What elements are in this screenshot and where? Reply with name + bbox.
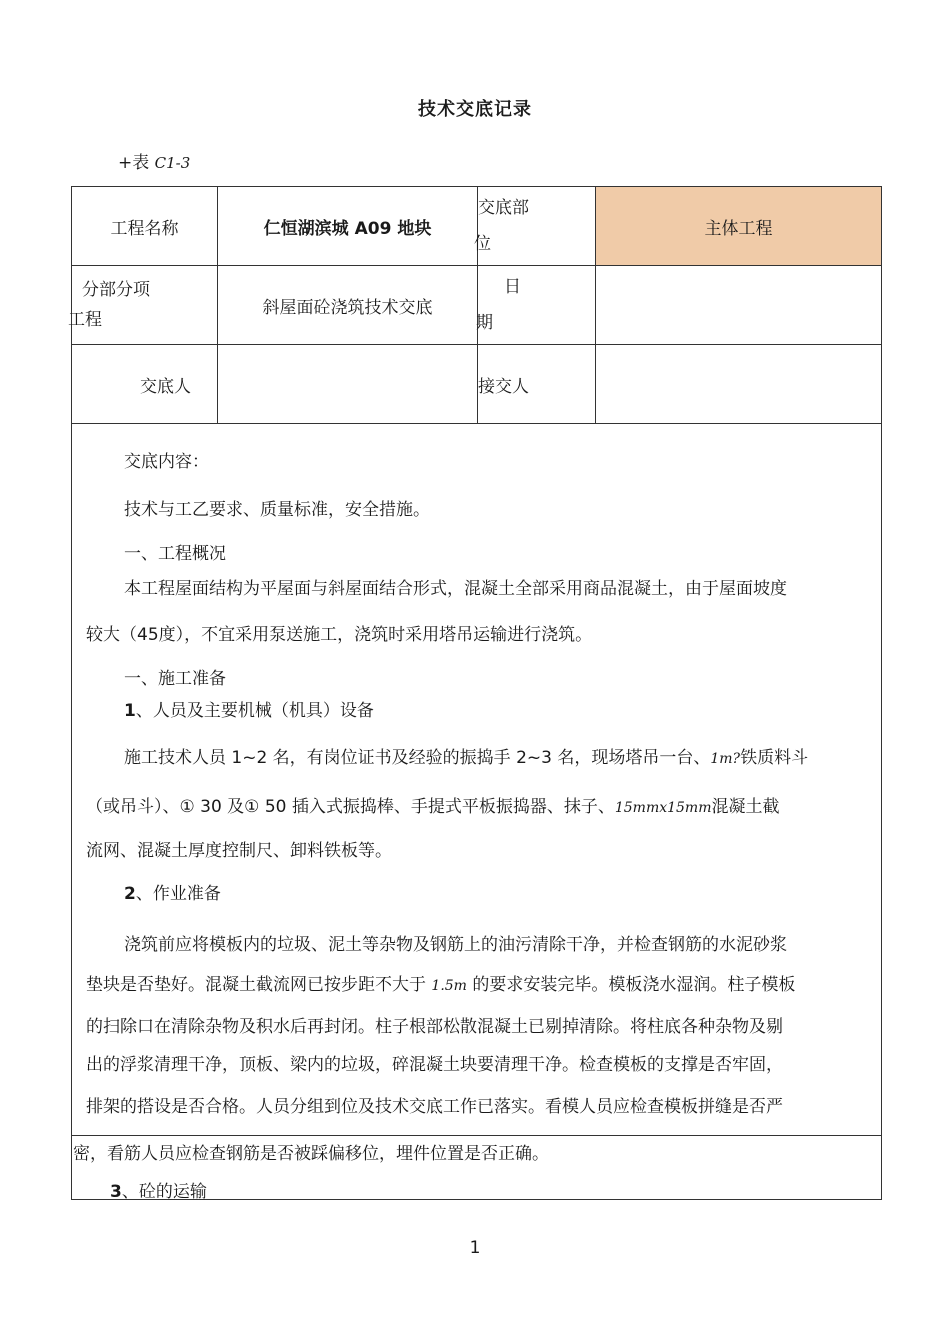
item2-number: 2	[124, 884, 136, 904]
item2-line3: 的扫除口在清除杂物及积水后再封闭。柱子根部松散混凝土已剔掉清除。将柱底各种杂物及剔	[86, 1017, 783, 1037]
form-code-number: C1-3	[154, 154, 191, 172]
item1-number: 1	[124, 701, 136, 721]
item2-line6: 密，看筋人员应检查钢筋是否被踩偏移位，埋件位置是否正确。	[73, 1144, 549, 1164]
item3-heading	[110, 1177, 207, 1202]
receiver-label: 接交人	[478, 345, 596, 424]
header-row-sub	[72, 266, 882, 345]
section1-para-line2: 较大（45度），不宜采用泵送施工，浇筑时采用塔吊运输进行浇筑。	[86, 625, 593, 645]
item1-line1-b: 铁质料斗	[740, 748, 809, 768]
item2-line2-a: 垫块是否垫好。混凝土截流网已按步距不大于	[86, 975, 432, 995]
item1-line2	[86, 792, 780, 817]
part-label-line1: 交底部	[478, 198, 529, 218]
date-label	[478, 266, 596, 345]
content-intro: 交底内容：	[124, 452, 209, 472]
sub-label-line2: 工程	[68, 310, 102, 330]
sub-label-line1: 分部分项	[82, 280, 150, 300]
item1-line1-a: 施工技术人员 1~2 名，有岗位证书及经验的振捣手 2~3 名，现场塔吊一台、	[124, 748, 711, 768]
item2-line4: 出的浮浆清理干净，顶板、梁内的垃圾，碎混凝土块要清理干净。检查模板的支撑是否牢固，	[86, 1055, 783, 1075]
item1-title: 、人员及主要机械（机具）设备	[135, 701, 374, 721]
content-summary: 技术与工乙要求、质量标准，安全措施。	[124, 500, 430, 520]
page-number: 1	[469, 1238, 481, 1258]
item3-number: 3	[110, 1182, 122, 1202]
item1-line2-a: （或吊斗）、① 30 及① 50 插入式振捣棒、手提式平板振捣器、抹子、	[86, 797, 615, 817]
form-code-prefix: +表	[118, 153, 150, 173]
header-row-project	[72, 187, 882, 266]
header-table	[68, 186, 882, 424]
date-label-line2: 期	[476, 313, 493, 333]
item1-line3: 流网、混凝土厚度控制尺、卸料铁板等。	[86, 841, 392, 861]
project-name-value: 仁恒湖滨城 A09 地块	[218, 187, 478, 266]
part-label-line2: 位	[474, 234, 491, 254]
item2-line1: 浇筑前应将模板内的垃圾、泥土等杂物及钢筋上的油污清除干净，并检查钢筋的水泥砂浆	[124, 935, 787, 955]
sub-label	[68, 266, 218, 345]
document-title: 技术交底记录	[418, 99, 532, 120]
part-label	[474, 187, 596, 266]
item2-line2-b: 的要求安装完毕。模板浇水湿润。柱子模板	[466, 975, 796, 995]
item2-title: 、作业准备	[135, 884, 221, 904]
item1-heading	[124, 696, 374, 721]
item1-line1	[124, 743, 808, 768]
part-value: 主体工程	[596, 187, 882, 266]
item1-line1-italic: 1m?	[710, 751, 741, 767]
form-code	[118, 148, 190, 173]
item2-line2	[86, 970, 795, 995]
receiver-value	[596, 345, 882, 424]
item2-line2-italic: 1.5m	[431, 978, 467, 994]
section1-title: 一、工程概况	[124, 544, 226, 564]
header-row-people	[72, 345, 882, 424]
date-value	[596, 266, 882, 345]
sub-value: 斜屋面砼浇筑技术交底	[218, 266, 478, 345]
section1-para-line1: 本工程屋面结构为平屋面与斜屋面结合形式，混凝土全部采用商品混凝土，由于屋面坡度	[124, 579, 787, 599]
item1-line2-italic: 15mmx15mm	[614, 800, 712, 816]
project-name-label: 工程名称	[72, 187, 218, 266]
section2-title: 一、施工准备	[124, 669, 226, 689]
item2-heading	[124, 879, 221, 904]
giver-value	[218, 345, 478, 424]
item1-line2-b: 混凝土截	[711, 797, 780, 817]
item2-line5: 排架的搭设是否合格。人员分组到位及技术交底工作已落实。看模人员应检查模板拼缝是否严	[86, 1097, 783, 1117]
item3-title: 、砼的运输	[121, 1182, 207, 1202]
date-label-line1: 日	[504, 277, 521, 297]
giver-label: 交底人	[72, 345, 218, 424]
